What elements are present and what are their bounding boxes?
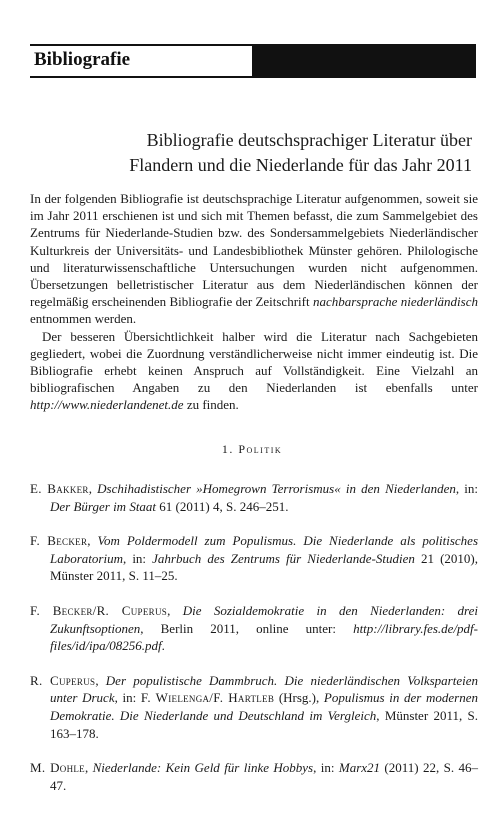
- entry-title: Der populistische Dammbruch. Die niederländischen Volksparteien unter Druck: [50, 672, 479, 706]
- entry-source: Jahrbuch des Zentrums für Niederlande-Studien: [152, 550, 415, 566]
- bibliography-list: [30, 480, 478, 811]
- entry-source: Marx21: [338, 760, 381, 776]
- intro-paragraph-1: In der folgenden Bibliografie ist deutschsprachige Literatur aufgenommen, soweit sie im Jahr 2011 erschienen ist und sich mit Themen befasst, die zum Sammelgebiet des Zentrums für Niederlande-Studien bzw. des Sondersammelgebiets Niederländischer Kulturkreis der Universitäts- und Landesbibliothek Münster gehören. Philologische und literaturwissenschaftliche Untersuchungen wurden nicht aufgenommen. Übersetzungen belletristischer Literatur aus dem Niederländischen können der regelmäßig erscheinenden Bibliografie der Zeitschrift nachbarsprache niederländisch entnommen werden.: [30, 191, 478, 327]
- bibliography-entry: R. Cuperus, Der populistische Dammbruch. Die niederländischen Volksparteien unter Druck, in: F. Wielenga/F. Hartleb (Hrsg.), Populismus in der modernen Demokratie. Die Niederlande und Deutschland im Vergleich, Münster 2011, S. 163–178.: [30, 672, 479, 741]
- journal-name: nachbarsprache niederländisch: [312, 294, 478, 310]
- entry-editors: F. Wielenga/F. Hartleb: [140, 690, 275, 706]
- entry-details: (2011) 22, S. 46–47.: [50, 760, 478, 793]
- bibliography-entry: E. Bakker, Dschihadistischer »Homegrown Terrorismus« in den Niederlanden, in: Der Bürger im Staat 61 (2011) 4, S. 246–251.: [30, 481, 478, 514]
- intro-text: [30, 190, 478, 414]
- entry-author: M. Dohle: [30, 760, 85, 776]
- title-line-1: Bibliografie deutschsprachiger Literatur über: [146, 130, 472, 150]
- intro-paragraph-2: Der besseren Übersichtlichkeit halber wird die Literatur nach Sachgebieten gegliedert, wobei die Zuordnung verständlicherweise nicht immer eindeutig ist. Die Bibliografie erhebt keinen Anspruch auf Vollständigkeit. Eine Vielzahl an bibliografischen Angaben zu den Niederlanden ist ebenfalls unter http://www.niederlandenet.de zu finden.: [30, 328, 478, 413]
- entry-author: E. Bakker: [30, 481, 89, 496]
- title-line-2: Flandern und die Niederlande für das Jahr 2011: [129, 155, 472, 175]
- entry-source: Populismus in der modernen Demokratie. Die Niederlande und Deutschland im Vergleich: [50, 690, 478, 723]
- bibliography-entry: F. Becker, Vom Poldermodell zum Populismus. Die Niederlande als politisches Laboratorium, in: Jahrbuch des Zentrums für Niederlande-Studien 21 (2010), Münster 2011, S. 11–25.: [30, 533, 478, 584]
- entry-title: Die Sozialdemokratie in den Niederlanden: drei Zukunftsoptionen: [50, 602, 478, 636]
- section-label: Bibliografie: [34, 49, 131, 70]
- entry-source: Der Bürger im Staat: [50, 498, 157, 514]
- entry-author: F. Becker/R. Cuperus: [30, 602, 168, 618]
- entry-title: Niederlande: Kein Geld für linke Hobbys: [92, 760, 314, 776]
- header-black-block: [252, 46, 476, 76]
- entry-details: 21 (2010), Münster 2011, S. 11–25.: [50, 550, 478, 584]
- bibliography-entry: F. Becker/R. Cuperus, Die Sozialdemokratie in den Niederlanden: drei Zukunftsoptionen, Berlin 2011, online unter: http://library.fes.de/pdf-files/id/ipa/08256.pdf.: [30, 602, 478, 654]
- bibliography-entry: M. Dohle, Niederlande: Kein Geld für linke Hobbys, in: Marx21 (2011) 22, S. 46–47.: [30, 760, 478, 793]
- website-link[interactable]: http://www.niederlandenet.de: [30, 397, 184, 413]
- entry-author: F. Becker: [30, 533, 88, 549]
- page-title: [129, 128, 472, 178]
- entry-details: , Münster 2011, S. 163–178.: [50, 707, 479, 741]
- entry-title: Vom Poldermodell zum Populismus. Die Niederlande als politisches Laboratorium: [50, 533, 478, 566]
- running-header: [30, 44, 476, 78]
- entry-author: R. Cuperus: [30, 672, 96, 688]
- entry-url[interactable]: http://library.fes.de/pdf-files/id/ipa/08256.pdf: [50, 620, 478, 654]
- section-heading: 1. Politik: [221, 442, 283, 456]
- entry-details: 61 (2011) 4, S. 246–251.: [156, 498, 289, 514]
- entry-title: Dschihadistischer »Homegrown Terrorismus« in den Niederlanden: [97, 481, 456, 496]
